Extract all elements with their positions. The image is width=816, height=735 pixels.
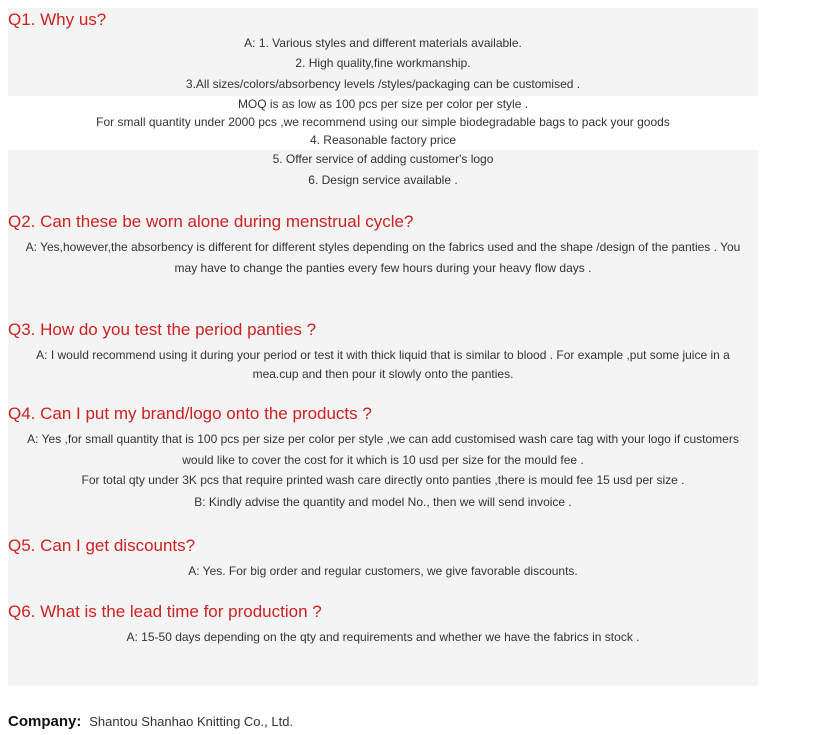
- faq-answer-4-line-3: For total qty under 3K pcs that require printed wash care directly onto panties ,there is mould fee 15 usd per size .: [81, 473, 685, 487]
- faq-answer-1-line-2: 2. High quality,fine workmanship.: [295, 56, 471, 70]
- faq-answer-4-line-4: B: Kindly advise the quantity and model No., then we will send invoice .: [194, 495, 572, 509]
- faq-answer-5-line-1: A: Yes. For big order and regular customers, we give favorable discounts.: [188, 564, 578, 578]
- faq-section: [8, 8, 758, 686]
- faq-answer-4-line-2: would like to cover the cost for it which is 10 usd per size for the mould fee .: [182, 453, 584, 467]
- faq-answer-4-line-1: A: Yes ,for small quantity that is 100 pcs per size per color per style ,we can add customised wash care tag with your logo if customers: [27, 432, 739, 446]
- faq-question-1: Q1. Why us?: [8, 10, 107, 29]
- faq-answer-2-line-2: may have to change the panties every few hours during your heavy flow days .: [174, 261, 592, 275]
- faq-answer-1-line-1: A: 1. Various styles and different materials available.: [244, 36, 522, 50]
- faq-answer-3-line-1: A: I would recommend using it during your period or test it with thick liquid that is similar to blood . For example ,put some juice in a: [36, 348, 730, 362]
- company-label: Company:: [8, 713, 82, 730]
- faq-answer-1-line-3: 3.All sizes/colors/absorbency levels /styles/packaging can be customised .: [185, 77, 581, 91]
- faq-answer-2-line-1: A: Yes,however,the absorbency is different for different styles depending on the fabrics used and the shape /design of the panties . You: [25, 240, 741, 254]
- faq-question-2: Q2. Can these be worn alone during menstrual cycle?: [8, 212, 414, 231]
- faq-question-5: Q5. Can I get discounts?: [8, 536, 196, 555]
- faq-answer-1-line-6: 4. Reasonable factory price: [309, 133, 457, 147]
- company-name: Shantou Shanhao Knitting Co., Ltd.: [89, 714, 294, 729]
- faq-answer-3-line-2: mea.cup and then pour it slowly onto the panties.: [252, 367, 514, 381]
- company-info: [8, 712, 293, 731]
- faq-answer-1-line-7: 5. Offer service of adding customer's logo: [272, 152, 494, 166]
- faq-answer-6-line-1: A: 15-50 days depending on the qty and requirements and whether we have the fabrics in stock .: [126, 630, 640, 644]
- faq-question-6: Q6. What is the lead time for production ?: [8, 602, 322, 621]
- faq-question-4: Q4. Can I put my brand/logo onto the products ?: [8, 404, 372, 423]
- faq-answer-1-line-4: MOQ is as low as 100 pcs per size per color per style .: [237, 97, 529, 111]
- faq-answer-1-line-8: 6. Design service available .: [308, 173, 458, 187]
- faq-answer-1-line-5: For small quantity under 2000 pcs ,we recommend using our simple biodegradable bags to pack your goods: [96, 115, 670, 129]
- faq-question-3: Q3. How do you test the period panties ?: [8, 320, 317, 339]
